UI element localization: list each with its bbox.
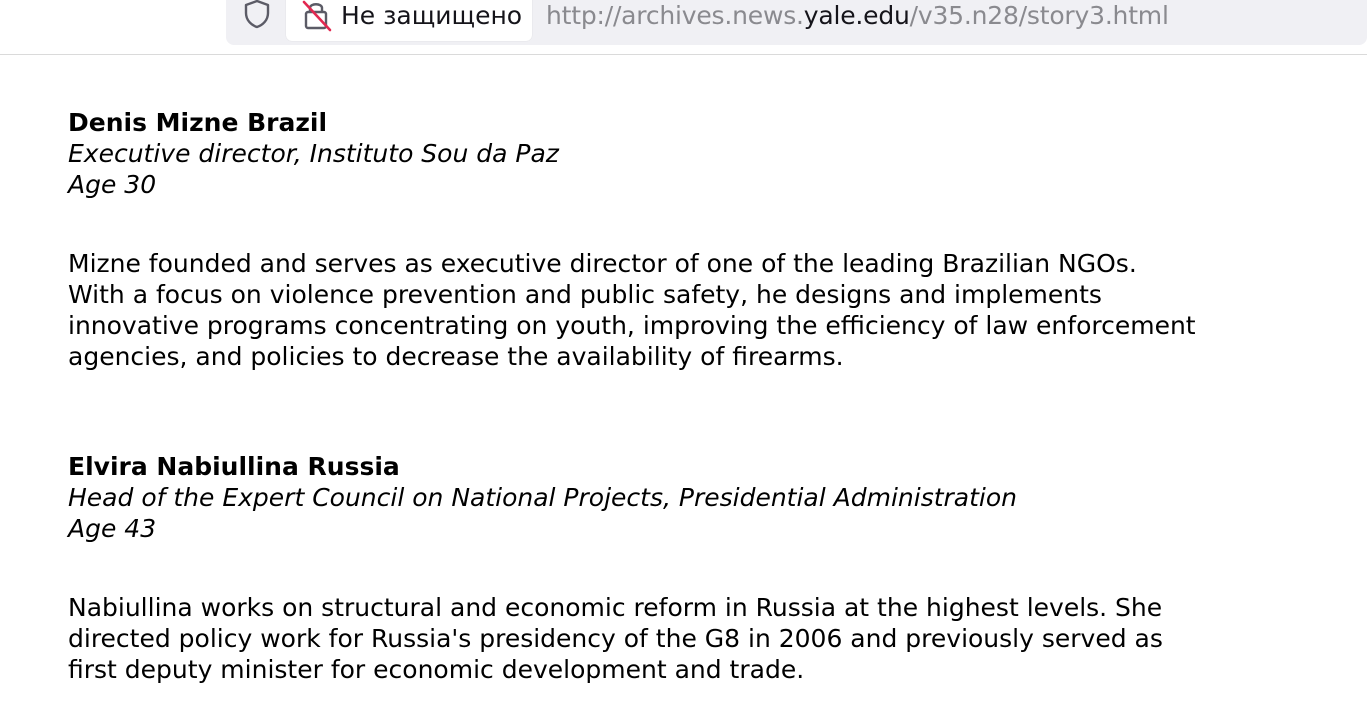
url-path: /v35.n28/story3.html	[909, 1, 1169, 30]
insecure-lock-icon	[300, 0, 334, 32]
url-text[interactable]	[546, 0, 1169, 32]
person-age: Age 43	[68, 514, 157, 543]
security-status-label[interactable]: Не защищено	[341, 1, 523, 30]
person-description: Mizne founded and serves as executive director of one of the leading Brazilian NGOs. With a focus on violence prevention and public safety, he designs and implements innovative programs concentrating on youth, improving the efficiency of law enforcement agencies, and policies to decrease the availability of firearms.	[68, 249, 1196, 371]
browser-toolbar	[0, 0, 1367, 55]
person-role: Executive director, Instituto Sou da Paz	[68, 139, 559, 168]
tracking-protection-button[interactable]	[240, 0, 274, 32]
person-description: Nabiullina works on structural and economic reform in Russia at the highest levels. She directed policy work for Russia's presidency of the G8 in 2006 and previously served as first deputy minister for economic development and trade.	[68, 593, 1163, 684]
url-domain: yale.edu	[803, 1, 910, 30]
person-role: Head of the Expert Council on National Projects, Presidential Administration	[68, 483, 1018, 512]
shield-icon	[242, 0, 272, 34]
person-age: Age 30	[68, 170, 157, 199]
profile-entry	[68, 451, 1328, 685]
profile-entry	[68, 107, 1328, 372]
person-name: Elvira Nabiullina Russia	[68, 452, 400, 481]
person-name: Denis Mizne Brazil	[68, 108, 328, 137]
url-prefix: http://archives.news.	[546, 1, 804, 30]
article-content	[68, 107, 1328, 685]
